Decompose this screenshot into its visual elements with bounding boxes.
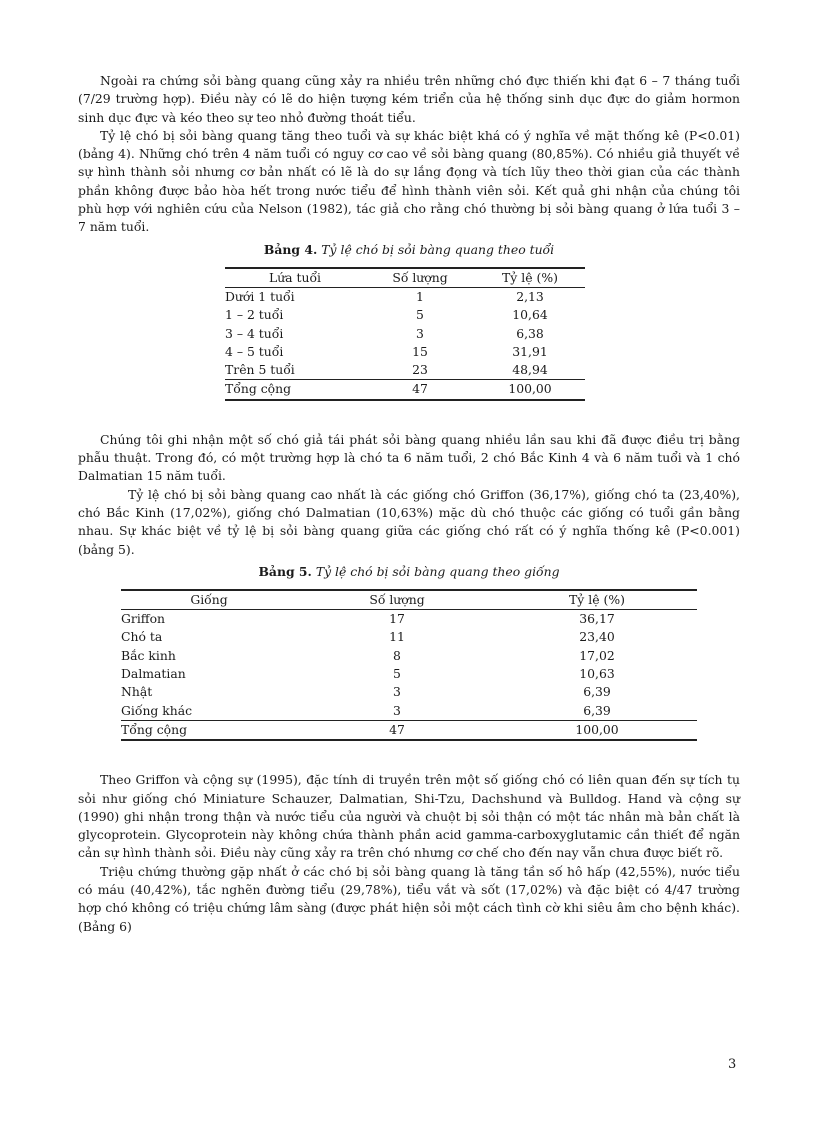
header-age: Lứa tuổi (225, 268, 365, 288)
cell-percent: 17,02 (579, 647, 615, 663)
paragraph-genetics: Theo Griffon và cộng sự (1995), đặc tính di truyền trên một số giống chó có liên quan đến sự tích tụ sỏi như giống chó Miniature Schauzer, Dalmatian, Shi-Tzu, Dachshund và Bulldog. Hand và cộng sự (1990) ghi nhận trong thận và nước tiểu của người và chuột bị sỏi thận có một tác nhân mà bản chất là glycoprotein. Glycoprotein này không chứa thành phần acid gamma-carboxyglutamic cần thiết để ngăn cản sự hình thành sỏi. Điều này cũng xảy ra trên chó nhưng cơ chế cho đến nay vẫn chưa được biết rõ. (78, 772, 740, 861)
cell-percent: 2,13 (516, 288, 544, 304)
table-row (225, 343, 585, 361)
cell-percent: 36,17 (579, 611, 615, 627)
table4-caption-text: Tỷ lệ chó bị sỏi bàng quang theo tuổi (321, 241, 555, 257)
table-row (121, 610, 697, 629)
cell-count: 3 (393, 702, 401, 718)
paragraph-breed-rate: Tỷ lệ chó bị sỏi bàng quang cao nhất là các giống chó Griffon (36,17%), giống chó ta (23,40%), chó Bắc Kinh (17,02%), giống chó Dalmatian (10,63%) mặc dù chó thuộc các giống có tuổi gần bằng nhau. Sự khác biệt về tỷ lệ bị sỏi bàng quang giữa các giống chó rất có ý nghĩa thống kê (P<0.001) (bảng 5). (78, 486, 740, 557)
cell-percent: 31,91 (512, 343, 548, 359)
paragraph-castrated-males: Ngoài ra chứng sỏi bàng quang cũng xảy ra nhiều trên những chó đực thiến khi đạt 6 – 7 tháng tuổi (7/29 trường hợp). Điều này có lẽ do hiện tượng kém triển của hệ thống sinh dục đực do giảm hormon sinh dục đực và kéo theo sự teo nhỏ đường thoát tiểu. (78, 73, 740, 125)
header-count: Số lượng (365, 268, 475, 288)
cell-count: 17 (389, 611, 405, 627)
cell-count: 11 (389, 629, 405, 645)
table-breed (121, 589, 697, 741)
cell-count: 3 (393, 684, 401, 700)
table-row (121, 628, 697, 646)
table-row (225, 306, 585, 324)
table-row (225, 361, 585, 380)
cell-total-percent: 100,00 (497, 720, 697, 740)
cell-count: 1 (416, 288, 424, 304)
table-row (225, 287, 585, 306)
header-breed: Giống (121, 590, 297, 610)
cell-percent: 10,63 (579, 666, 615, 682)
paragraph-age-rate: Tỷ lệ chó bị sỏi bàng quang tăng theo tuổi và sự khác biệt khá có ý nghĩa về mặt thống kê (P<0.01) (bảng 4). Những chó trên 4 năm tuổi có nguy cơ cao về sỏi bàng quang (80,85%). Có nhiều giả thuyết về sự hình thành sỏi nhưng cơ bản nhất có lẽ là do sự lắng đọng và tích lũy theo thời gian của các thành phần không được bảo hòa hết trong nước tiểu để hình thành viên sỏi. Kết quả ghi nhận của chúng tôi phù hợp với nghiên cứu của Nelson (1982), tác giả cho rằng chó thường bị sỏi bàng quang ở lứa tuổi 3 – 7 năm tuổi. (78, 127, 740, 235)
table-row (121, 665, 697, 683)
cell-percent: 6,38 (516, 325, 544, 341)
cell-count: 8 (393, 647, 401, 663)
cell-breed: Chó ta (121, 629, 163, 645)
cell-age: 4 – 5 tuổi (225, 343, 284, 359)
cell-breed: Dalmatian (121, 666, 186, 682)
cell-breed: Nhật (121, 684, 153, 700)
cell-percent: 6,39 (583, 684, 611, 700)
table4-caption-label: Bảng 4. (263, 241, 318, 257)
cell-count: 23 (412, 362, 428, 378)
header-percent: Tỷ lệ (%) (497, 590, 697, 610)
cell-breed: Griffon (121, 611, 166, 627)
cell-breed: Bắc kinh (121, 647, 176, 663)
cell-total-count: 47 (365, 380, 475, 400)
paragraph-symptoms: Triệu chứng thường gặp nhất ở các chó bị sỏi bàng quang là tăng tần số hô hấp (42,55%), nước tiểu có máu (40,42%), tắc nghẽn đường tiểu (29,78%), tiểu vắt và sốt (17,02%) và đặc biệt có 4/47 trường hợp chó không có triệu chứng lâm sàng (được phát hiện sỏi một cách tình cờ khi siêu âm cho bệnh khác). (Bảng 6) (78, 863, 740, 934)
header-percent: Tỷ lệ (%) (475, 268, 585, 288)
page-content (78, 72, 740, 936)
cell-total-label: Tổng cộng (121, 720, 297, 740)
cell-count: 3 (416, 325, 424, 341)
table5-caption-label: Bảng 5. (258, 563, 312, 579)
table-header-row (225, 268, 585, 288)
table5-caption (78, 563, 740, 581)
cell-age: Dưới 1 tuổi (225, 288, 295, 304)
table-row (121, 702, 697, 721)
cell-percent: 10,64 (512, 307, 548, 323)
cell-total-percent: 100,00 (475, 380, 585, 400)
table-row (121, 647, 697, 665)
cell-breed: Giống khác (121, 702, 193, 718)
cell-age: 1 – 2 tuổi (225, 307, 284, 323)
cell-count: 5 (416, 307, 424, 323)
cell-total-label: Tổng cộng (225, 380, 365, 400)
cell-percent: 6,39 (583, 702, 611, 718)
cell-percent: 23,40 (579, 629, 615, 645)
table5-caption-text: Tỷ lệ chó bị sỏi bàng quang theo giống (315, 563, 560, 579)
table4-caption (78, 241, 740, 259)
cell-total-count: 47 (297, 720, 497, 740)
table-total-row (121, 720, 697, 740)
cell-age: Trên 5 tuổi (225, 362, 295, 378)
paragraph-recurrence: Chúng tôi ghi nhận một số chó giả tái phát sỏi bàng quang nhiều lần sau khi đã được điều trị bằng phẫu thuật. Trong đó, có một trường hợp là chó ta 6 năm tuổi, 2 chó Bắc Kinh 4 và 6 năm tuổi và 1 chó Dalmatian 15 năm tuổi. (78, 431, 740, 484)
cell-percent: 48,94 (512, 362, 548, 378)
table-header-row (121, 590, 697, 610)
header-count: Số lượng (297, 590, 497, 610)
cell-count: 15 (412, 343, 428, 359)
cell-age: 3 – 4 tuổi (225, 325, 284, 341)
page-number: 3 (728, 1057, 737, 1072)
table-row (121, 683, 697, 701)
cell-count: 5 (393, 666, 401, 682)
table-row (225, 325, 585, 343)
table-age (225, 267, 585, 401)
table-total-row (225, 380, 585, 400)
